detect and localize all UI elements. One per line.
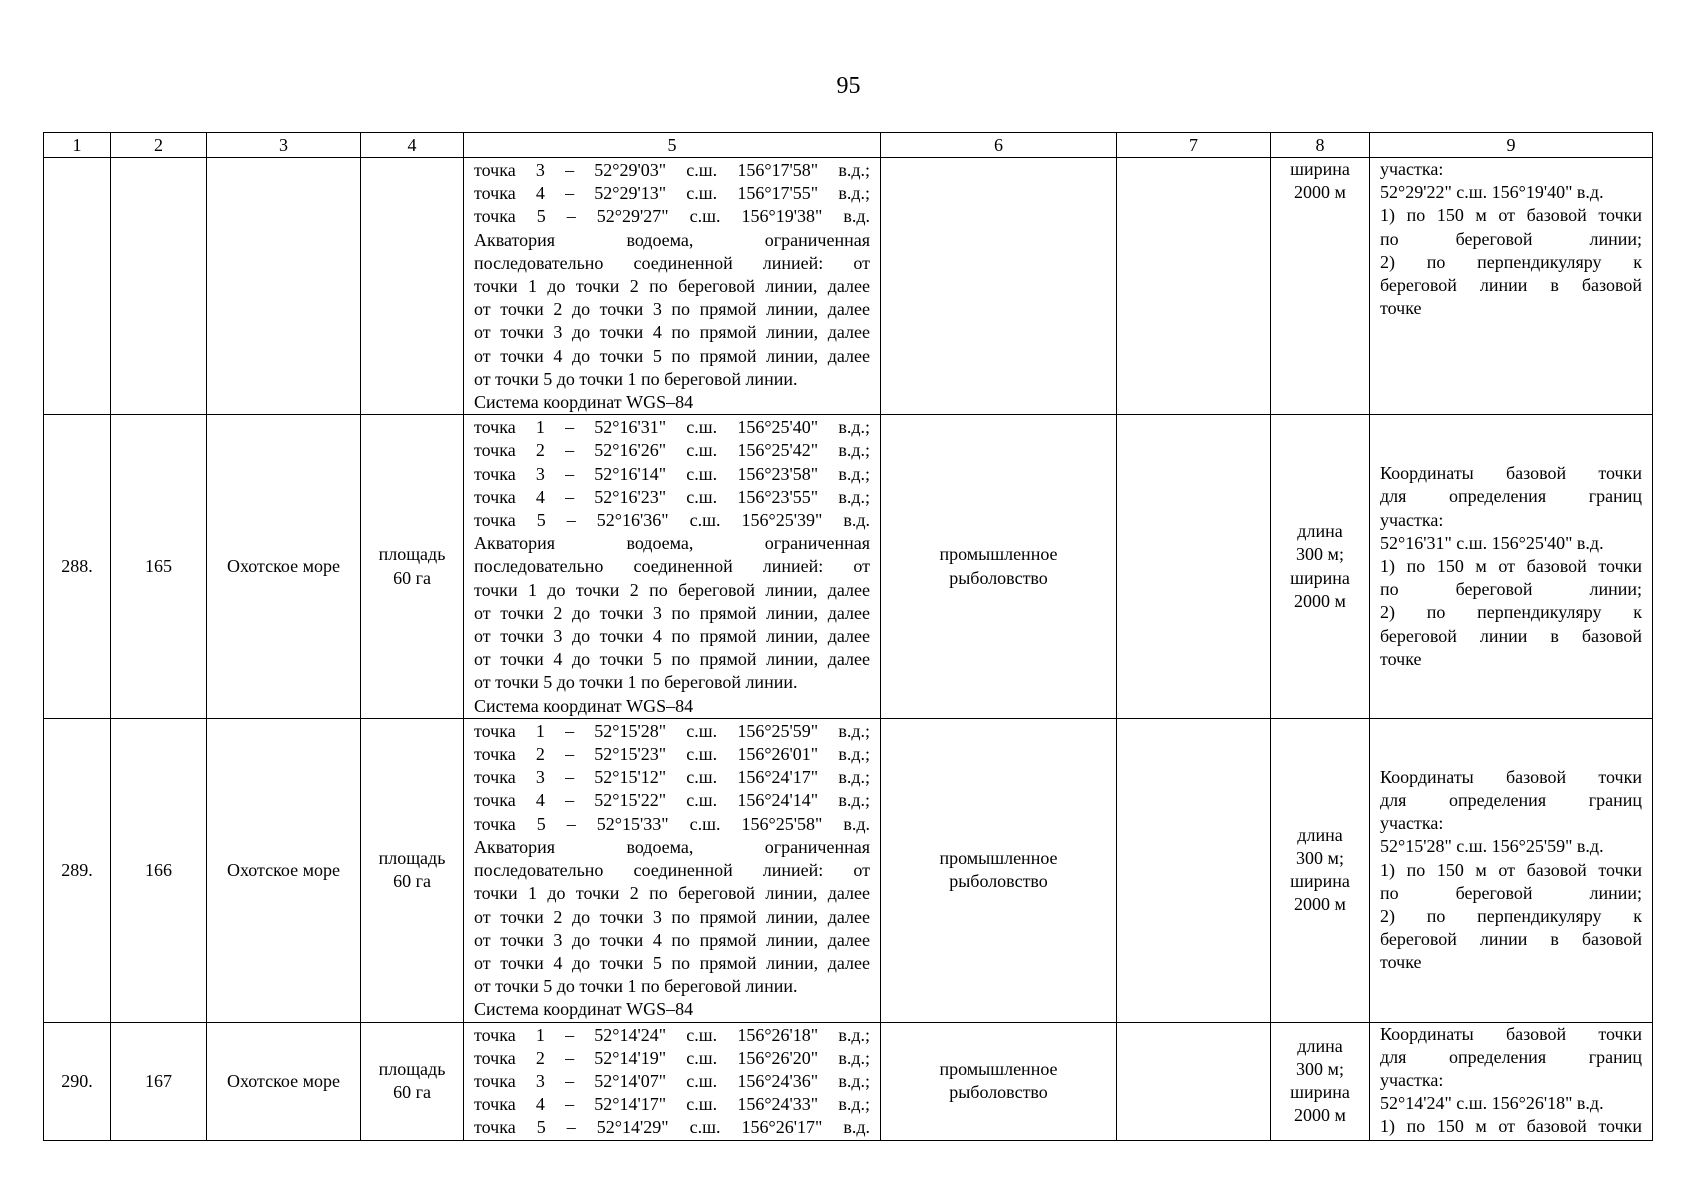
- column-number-header: 7: [1117, 133, 1271, 158]
- plot-code-cell: 166: [111, 718, 207, 1022]
- boundary-description-cell-line: точка 5 – 52°16'36" с.ш. 156°25'39" в.д.: [474, 510, 870, 531]
- basis-coordinates-cell-line: береговой линии в базовой: [1380, 929, 1642, 950]
- usage-type-cell-line: промышленное: [939, 847, 1058, 868]
- basis-coordinates-cell-line: по береговой линии;: [1380, 882, 1642, 903]
- basis-coordinates-cell-line: участка:: [1380, 509, 1444, 530]
- boundary-description-cell-line: точка 3 – 52°15'12" с.ш. 156°24'17" в.д.;: [474, 767, 870, 788]
- water-body-cell: Охотское море: [207, 415, 361, 719]
- column-7-cell: [1117, 718, 1271, 1022]
- area-cell-line: площадь: [378, 1058, 446, 1079]
- boundary-description-cell-line: точка 2 – 52°16'26" с.ш. 156°25'42" в.д.;: [474, 440, 870, 461]
- boundary-description-cell-line: от точки 4 до точки 5 по прямой линии, далее: [474, 345, 870, 366]
- boundary-description-cell-line: точки 1 до точки 2 по береговой линии, далее: [474, 579, 870, 600]
- fishing-areas-table: [43, 132, 1653, 1141]
- usage-type-cell-line: промышленное: [939, 544, 1058, 565]
- area-cell-line: площадь: [378, 544, 446, 565]
- boundary-description-cell-line: точка 5 – 52°14'29" с.ш. 156°26'17" в.д.: [474, 1117, 870, 1138]
- table-row: [44, 158, 1653, 415]
- plot-size-cell-line: ширина: [1290, 159, 1350, 179]
- boundary-description-cell-line: Система координат WGS–84: [474, 695, 694, 716]
- boundary-description-cell-line: Акватория водоема, ограниченная: [474, 836, 870, 857]
- basis-coordinates-cell-line: по береговой линии;: [1380, 228, 1642, 249]
- boundary-description-cell-line: точка 3 – 52°29'03" с.ш. 156°17'58" в.д.;: [474, 160, 870, 180]
- boundary-description-cell-line: от точки 3 до точки 4 по прямой линии, далее: [474, 322, 870, 343]
- basis-coordinates-cell-line: по береговой линии;: [1380, 579, 1642, 600]
- page-number: 95: [836, 73, 861, 99]
- usage-type-cell-line: промышленное: [939, 1058, 1058, 1079]
- basis-coordinates-cell-line: береговой линии в базовой: [1380, 625, 1642, 646]
- usage-type-cell: [881, 718, 1117, 1022]
- basis-coordinates-cell-line: 52°15'28" с.ш. 156°25'59" в.д.: [1380, 836, 1604, 857]
- plot-size-cell-line: 2000 м: [1294, 590, 1346, 611]
- water-body-cell: Охотское море: [207, 1022, 361, 1140]
- boundary-description-cell-line: точка 4 – 52°16'23" с.ш. 156°23'55" в.д.;: [474, 486, 870, 507]
- column-number-header: 9: [1370, 133, 1653, 158]
- row-number-cell: 289.: [44, 718, 111, 1022]
- basis-coordinates-cell-line: для определения границ: [1380, 486, 1642, 507]
- basis-coordinates-cell-line: участка:: [1380, 813, 1444, 834]
- column-7-cell: [1117, 158, 1271, 415]
- area-cell-line: площадь: [378, 847, 446, 868]
- plot-size-cell-line: длина: [1297, 521, 1343, 542]
- boundary-description-cell-line: от точки 4 до точки 5 по прямой линии, далее: [474, 952, 870, 973]
- boundary-description-cell-line: Система координат WGS–84: [474, 999, 694, 1020]
- row-number-cell: [44, 158, 111, 415]
- column-number-row: [44, 133, 1653, 158]
- column-number-header: 8: [1271, 133, 1370, 158]
- area-cell: [361, 1022, 464, 1140]
- plot-size-cell-line: длина: [1297, 1035, 1343, 1056]
- plot-size-cell-line: 300 м;: [1296, 544, 1344, 565]
- plot-size-cell-line: ширина: [1290, 1082, 1350, 1103]
- table-row: [44, 415, 1653, 719]
- basis-coordinates-cell-line: 52°16'31" с.ш. 156°25'40" в.д.: [1380, 532, 1604, 553]
- table-row: [44, 718, 1653, 1022]
- boundary-description-cell-line: от точки 2 до точки 3 по прямой линии, далее: [474, 906, 870, 927]
- area-cell: [361, 415, 464, 719]
- basis-coordinates-cell-line: Координаты базовой точки: [1380, 766, 1642, 787]
- water-body-cell: [207, 158, 361, 415]
- boundary-description-cell-line: точка 4 – 52°15'22" с.ш. 156°24'14" в.д.;: [474, 790, 870, 811]
- table-body: [44, 158, 1653, 1141]
- plot-size-cell-line: 300 м;: [1296, 847, 1344, 868]
- boundary-description-cell: [464, 415, 881, 719]
- area-cell: [361, 718, 464, 1022]
- area-cell: [361, 158, 464, 415]
- table-row: [44, 1022, 1653, 1140]
- basis-coordinates-cell-line: 1) по 150 м от базовой точки: [1380, 859, 1642, 880]
- basis-coordinates-cell-line: 1) по 150 м от базовой точки: [1380, 205, 1642, 226]
- row-number-cell: 290.: [44, 1022, 111, 1140]
- basis-coordinates-cell-line: 2) по перпендикуляру к: [1380, 251, 1642, 272]
- basis-coordinates-cell-line: точке: [1380, 648, 1422, 669]
- plot-code-cell: 167: [111, 1022, 207, 1140]
- basis-coordinates-cell-line: участка:: [1380, 1069, 1444, 1090]
- column-number-header: 1: [44, 133, 111, 158]
- basis-coordinates-cell-line: 2) по перпендикуляру к: [1380, 906, 1642, 926]
- boundary-description-cell-line: точки 1 до точки 2 по береговой линии, далее: [474, 276, 870, 297]
- basis-coordinates-cell-line: 1) по 150 м от базовой точки: [1380, 1116, 1642, 1137]
- boundary-description-cell-line: от точки 2 до точки 3 по прямой линии, далее: [474, 299, 870, 320]
- plot-size-cell: [1271, 158, 1370, 415]
- basis-coordinates-cell-line: для определения границ: [1380, 789, 1642, 810]
- boundary-description-cell-line: Акватория водоема, ограниченная: [474, 533, 870, 554]
- basis-coordinates-cell-line: точке: [1380, 952, 1422, 973]
- basis-coordinates-cell: [1370, 415, 1653, 719]
- boundary-description-cell-line: Акватория водоема, ограниченная: [474, 229, 870, 250]
- area-cell-line: 60 га: [393, 871, 431, 892]
- usage-type-cell-line: рыболовство: [949, 567, 1048, 588]
- usage-type-cell-line: рыболовство: [949, 871, 1048, 892]
- basis-coordinates-cell-line: Координаты базовой точки: [1380, 463, 1642, 484]
- boundary-description-cell-line: от точки 3 до точки 4 по прямой линии, далее: [474, 626, 870, 647]
- row-number-cell: 288.: [44, 415, 111, 719]
- column-number-header: 6: [881, 133, 1117, 158]
- plot-size-cell-line: 300 м;: [1296, 1058, 1344, 1079]
- boundary-description-cell-line: от точки 3 до точки 4 по прямой линии, далее: [474, 929, 870, 950]
- basis-coordinates-cell-line: 52°29'22" с.ш. 156°19'40" в.д.: [1380, 182, 1604, 203]
- plot-code-cell: 165: [111, 415, 207, 719]
- boundary-description-cell: [464, 158, 881, 415]
- column-7-cell: [1117, 415, 1271, 719]
- boundary-description-cell-line: точка 1 – 52°15'28" с.ш. 156°25'59" в.д.;: [474, 720, 870, 741]
- boundary-description-cell-line: от точки 5 до точки 1 по береговой линии.: [474, 368, 798, 389]
- plot-size-cell-line: ширина: [1290, 871, 1350, 892]
- boundary-description-cell-line: точка 1 – 52°14'24" с.ш. 156°26'18" в.д.;: [474, 1024, 870, 1045]
- boundary-description-cell-line: точка 2 – 52°14'19" с.ш. 156°26'20" в.д.;: [474, 1047, 870, 1068]
- usage-type-cell: [881, 1022, 1117, 1140]
- plot-size-cell-line: 2000 м: [1294, 1105, 1346, 1126]
- plot-size-cell-line: 2000 м: [1294, 894, 1346, 915]
- boundary-description-cell-line: точки 1 до точки 2 по береговой линии, далее: [474, 883, 870, 904]
- plot-size-cell: [1271, 415, 1370, 719]
- basis-coordinates-cell-line: 52°14'24" с.ш. 156°26'18" в.д.: [1380, 1093, 1604, 1114]
- column-number-header: 4: [361, 133, 464, 158]
- boundary-description-cell-line: точка 3 – 52°14'07" с.ш. 156°24'36" в.д.;: [474, 1070, 870, 1091]
- boundary-description-cell: [464, 1022, 881, 1140]
- basis-coordinates-cell-line: для определения границ: [1380, 1046, 1642, 1067]
- boundary-description-cell-line: от точки 5 до точки 1 по береговой линии.: [474, 672, 798, 693]
- basis-coordinates-cell-line: Координаты базовой точки: [1380, 1023, 1642, 1044]
- water-body-cell: Охотское море: [207, 718, 361, 1022]
- boundary-description-cell-line: точка 1 – 52°16'31" с.ш. 156°25'40" в.д.;: [474, 417, 870, 438]
- boundary-description-cell-line: Система координат WGS–84: [474, 392, 694, 413]
- boundary-description-cell-line: последовательно соединенной линией: от: [474, 556, 870, 577]
- boundary-description-cell-line: точка 4 – 52°14'17" с.ш. 156°24'33" в.д.;: [474, 1094, 870, 1115]
- boundary-description-cell-line: точка 5 – 52°15'33" с.ш. 156°25'58" в.д.: [474, 813, 870, 834]
- column-7-cell: [1117, 1022, 1271, 1140]
- boundary-description-cell-line: точка 2 – 52°15'23" с.ш. 156°26'01" в.д.;: [474, 744, 870, 765]
- plot-code-cell: [111, 158, 207, 415]
- boundary-description-cell-line: от точки 2 до точки 3 по прямой линии, далее: [474, 602, 870, 623]
- usage-type-cell-line: рыболовство: [949, 1082, 1048, 1103]
- boundary-description-cell-line: от точки 5 до точки 1 по береговой линии.: [474, 976, 798, 997]
- boundary-description-cell: [464, 718, 881, 1022]
- boundary-description-cell-line: точка 5 – 52°29'27" с.ш. 156°19'38" в.д.: [474, 206, 870, 227]
- column-number-header: 5: [464, 133, 881, 158]
- plot-size-cell-line: ширина: [1290, 567, 1350, 588]
- plot-size-cell-line: 2000 м: [1294, 182, 1346, 203]
- plot-size-cell: [1271, 1022, 1370, 1140]
- basis-coordinates-cell: [1370, 718, 1653, 1022]
- area-cell-line: 60 га: [393, 1082, 431, 1103]
- basis-coordinates-cell-line: участка:: [1380, 159, 1444, 179]
- plot-size-cell: [1271, 718, 1370, 1022]
- basis-coordinates-cell-line: береговой линии в базовой: [1380, 275, 1642, 296]
- basis-coordinates-cell: [1370, 158, 1653, 415]
- column-number-header: 2: [111, 133, 207, 158]
- boundary-description-cell-line: точка 4 – 52°29'13" с.ш. 156°17'55" в.д.;: [474, 183, 870, 204]
- boundary-description-cell-line: последовательно соединенной линией: от: [474, 252, 870, 273]
- boundary-description-cell-line: от точки 4 до точки 5 по прямой линии, далее: [474, 649, 870, 670]
- usage-type-cell: [881, 158, 1117, 415]
- plot-size-cell-line: длина: [1297, 824, 1343, 845]
- area-cell-line: 60 га: [393, 567, 431, 588]
- usage-type-cell: [881, 415, 1117, 719]
- basis-coordinates-cell: [1370, 1022, 1653, 1140]
- basis-coordinates-cell-line: точке: [1380, 298, 1422, 319]
- boundary-description-cell-line: точка 3 – 52°16'14" с.ш. 156°23'58" в.д.;: [474, 463, 870, 484]
- column-number-header: 3: [207, 133, 361, 158]
- boundary-description-cell-line: последовательно соединенной линией: от: [474, 860, 870, 881]
- basis-coordinates-cell-line: 1) по 150 м от базовой точки: [1380, 555, 1642, 576]
- basis-coordinates-cell-line: 2) по перпендикуляру к: [1380, 602, 1642, 623]
